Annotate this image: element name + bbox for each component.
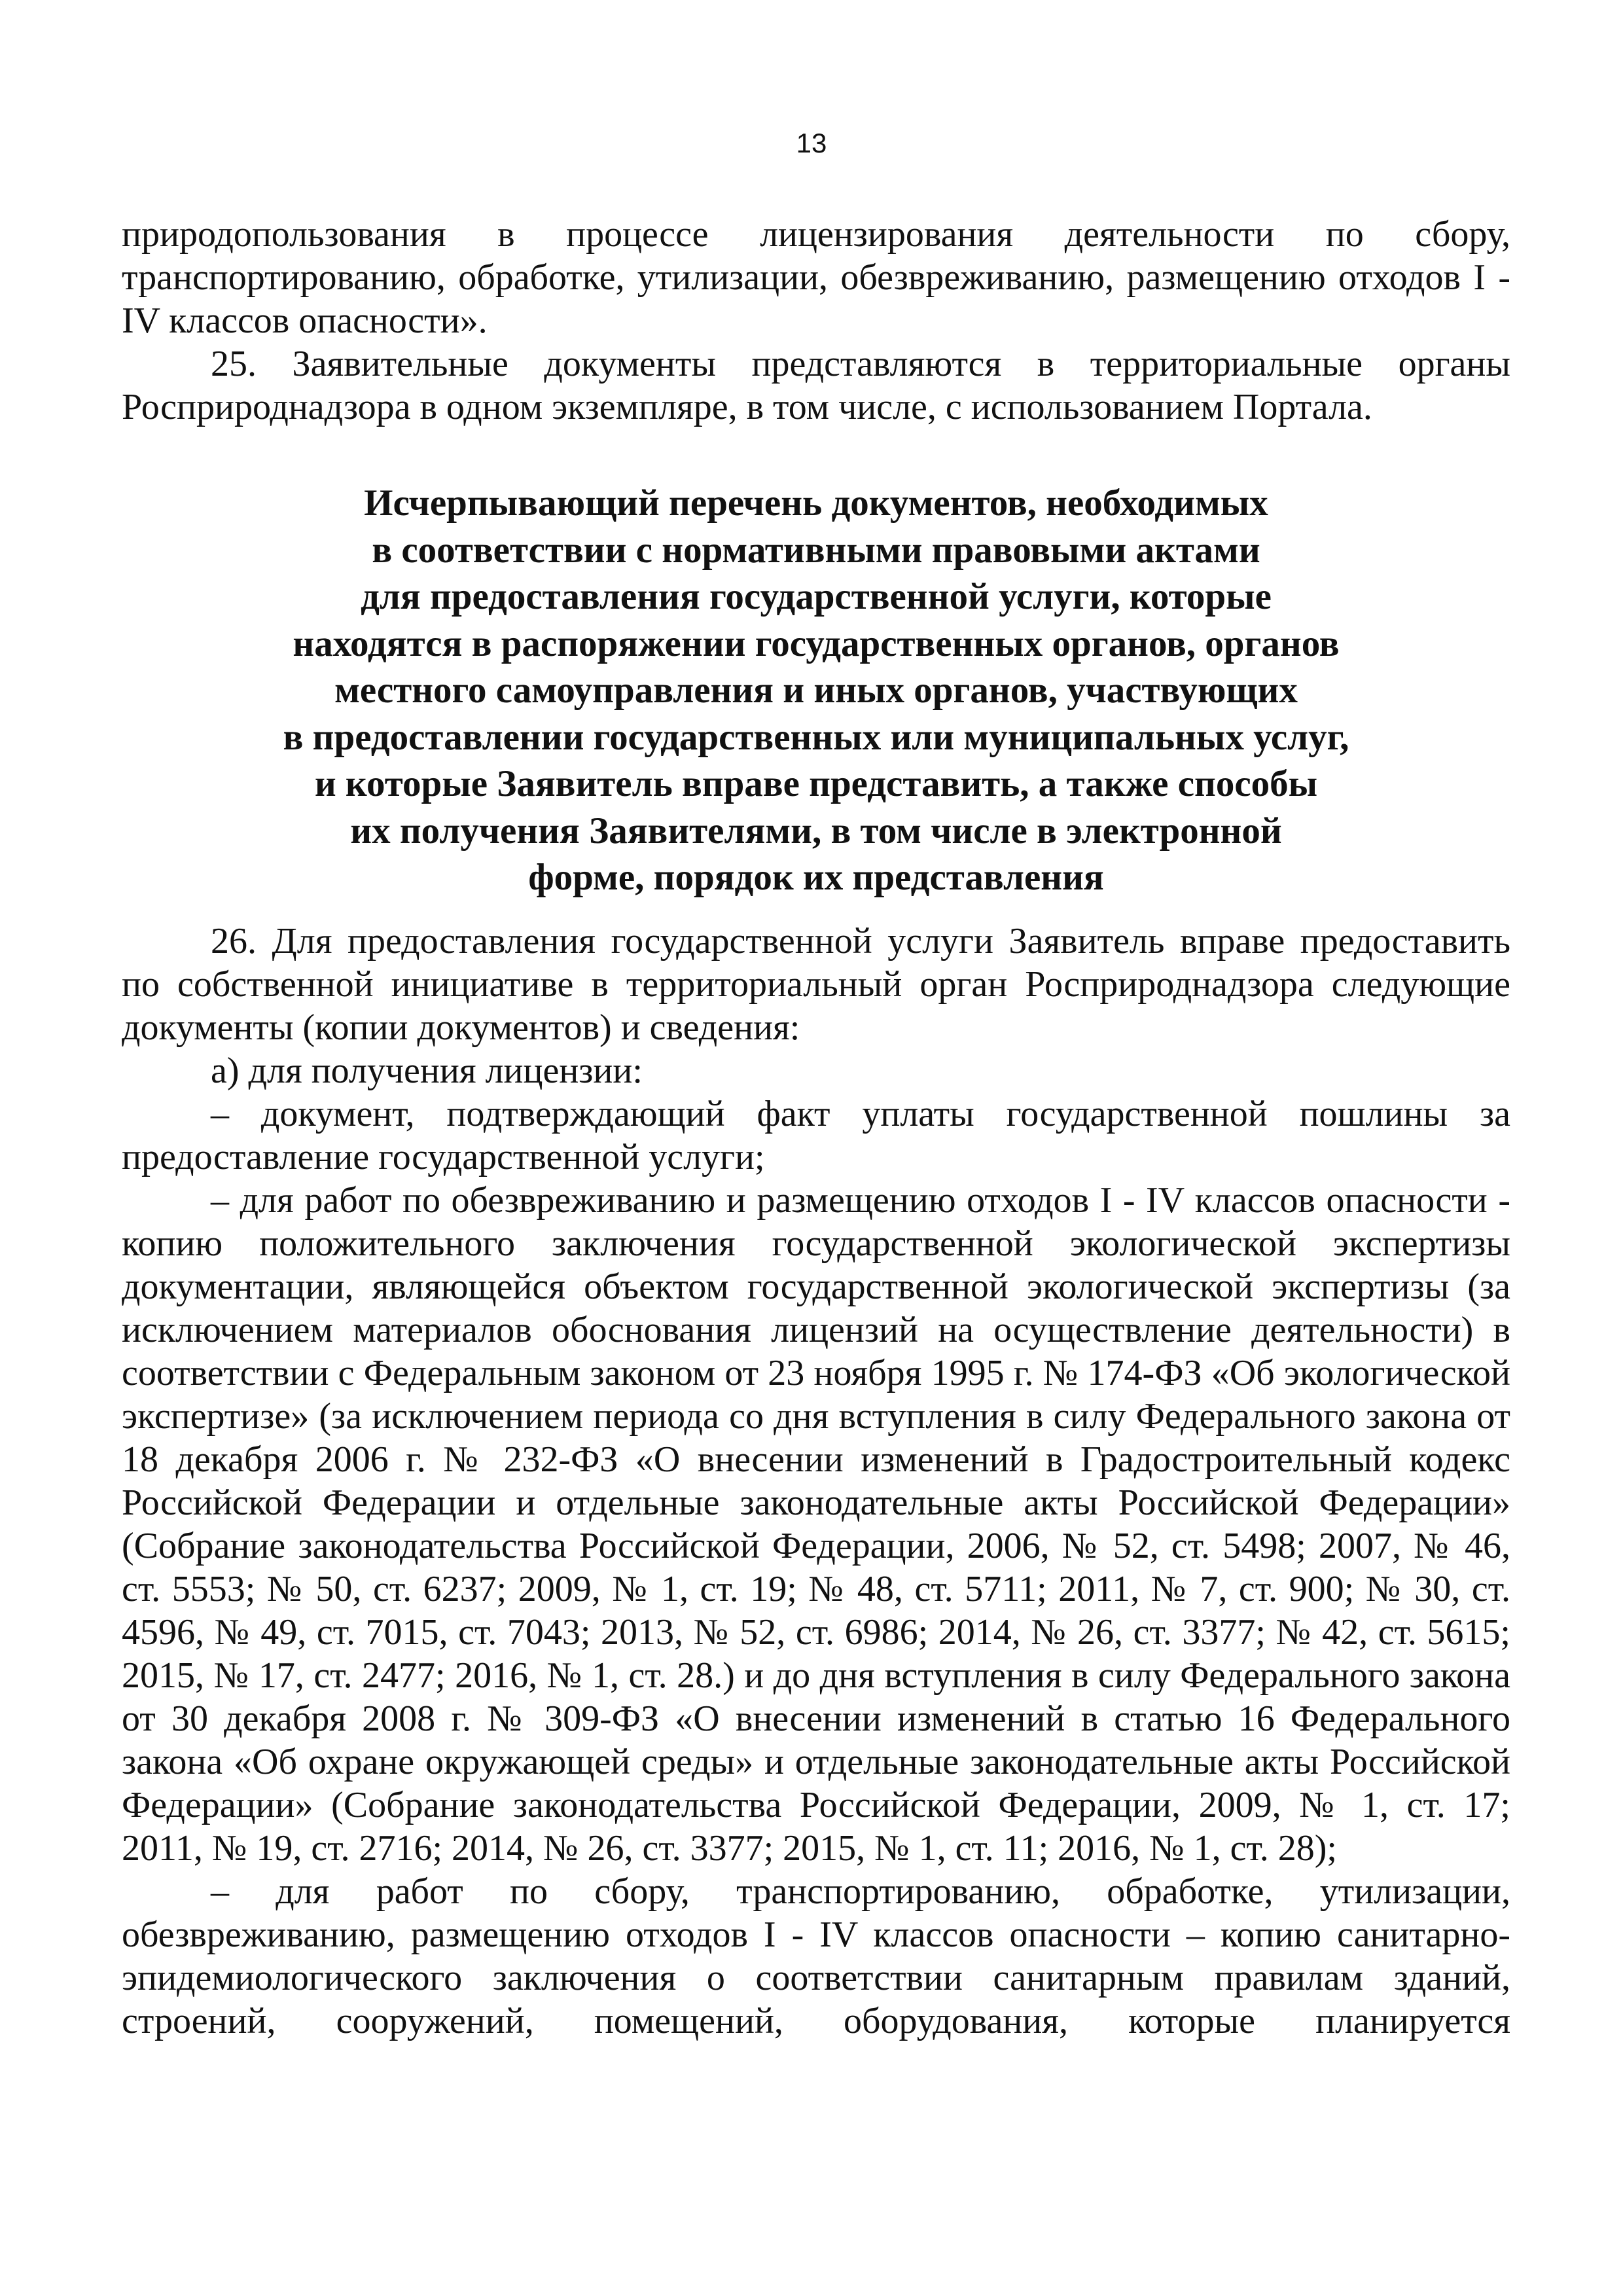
heading-line: в соответствии с нормативными правовыми актами (372, 529, 1260, 571)
heading-line: находятся в распоряжении государственных органов, органов (293, 622, 1340, 664)
list-item-fee-document: – документ, подтверждающий факт уплаты государственной пошлины за предоставление государственной услуги; (122, 1094, 1510, 1177)
heading-line: в предоставлении государственных или муниципальных услуг, (283, 716, 1349, 758)
section-heading (122, 480, 1510, 901)
paragraph-26: 26. Для предоставления государственной услуги Заявитель вправе предоставить по собственной инициативе в территориальный орган Росприроднадзора следующие документы (копии документов) и сведения: (122, 921, 1510, 1048)
subitem-a: а) для получения лицензии: (211, 1050, 643, 1091)
main-text-block (122, 920, 1510, 2043)
heading-line: форме, порядок их представления (528, 857, 1104, 898)
list-item-ecological-expertise: – для работ по обезвреживанию и размещению отходов I - IV классов опасности - копию положительного заключения государственной экологической экспертизы документации, являющейся объектом государственной экологической экспертизы (за исключением материалов обоснования лицензий на осуществление деятельности) в соответствии с Федеральным законом от 23 ноября 1995 г. № 174-ФЗ «Об экологической экспертизе» (за исключением периода со дня вступления в силу Федерального закона от 18 декабря 2006 г. № 232-ФЗ «О внесении изменений в Градостроительный кодекс Российской Федерации и отдельные законодательные акты Российской Федерации» (Собрание законодательства Российской Федерации, 2006, № 52, ст. 5498; 2007, № 46, ст. 5553; № 50, ст. 6237; 2009, № 1, ст. 19; № 48, ст. 5711; 2011, № 7, ст. 900; № 30, ст. 4596, № 49, ст. 7015, ст. 7043; 2013, № 52, ст. 6986; 2014, № 26, ст. 3377; № 42, ст. 5615; 2015, № 17, ст. 2477; 2016, № 1, ст. 28.) и до дня вступления в силу Федерального закона от 30 декабря 2008 г. № 309-ФЗ «О внесении изменений в статью 16 Федерального закона «Об охране окружающей среды» и отдельные законодательные акты Российской Федерации» (Собрание законодательства Российской Федерации, 2009, № 1, ст. 17; 2011, № 19, ст. 2716; 2014, № 26, ст. 3377; 2015, № 1, ст. 11; 2016, № 1, ст. 28); (122, 1180, 1510, 1869)
page-number: 13 (796, 128, 827, 158)
paragraph-25: 25. Заявительные документы представляются в территориальные органы Росприроднадзора в одном экземпляре, в том числе, с использованием Портала. (122, 344, 1510, 427)
paragraph-continuation: природопользования в процессе лицензирования деятельности по сбору, транспортированию, обработке, утилизации, обезвреживанию, размещению отходов I - IV классов опасности». (122, 214, 1510, 341)
top-text-block (122, 213, 1510, 429)
heading-line: Исчерпывающий перечень документов, необходимых (364, 482, 1268, 524)
list-item-sanitary-conclusion: – для работ по сбору, транспортированию, обработке, утилизации, обезвреживанию, размещению отходов I - IV классов опасности – копию санитарно-эпидемиологического заключения о соответствии санитарным правилам зданий, строений, сооружений, помещений, оборудования, которые планируется (122, 1871, 1510, 2041)
heading-line: и которые Заявитель вправе представить, а также способы (314, 763, 1318, 804)
heading-line: местного самоуправления и иных органов, участвующих (334, 670, 1298, 711)
heading-line: их получения Заявителями, в том числе в электронной (350, 810, 1282, 852)
heading-line: для предоставления государственной услуги, которые (361, 576, 1272, 617)
